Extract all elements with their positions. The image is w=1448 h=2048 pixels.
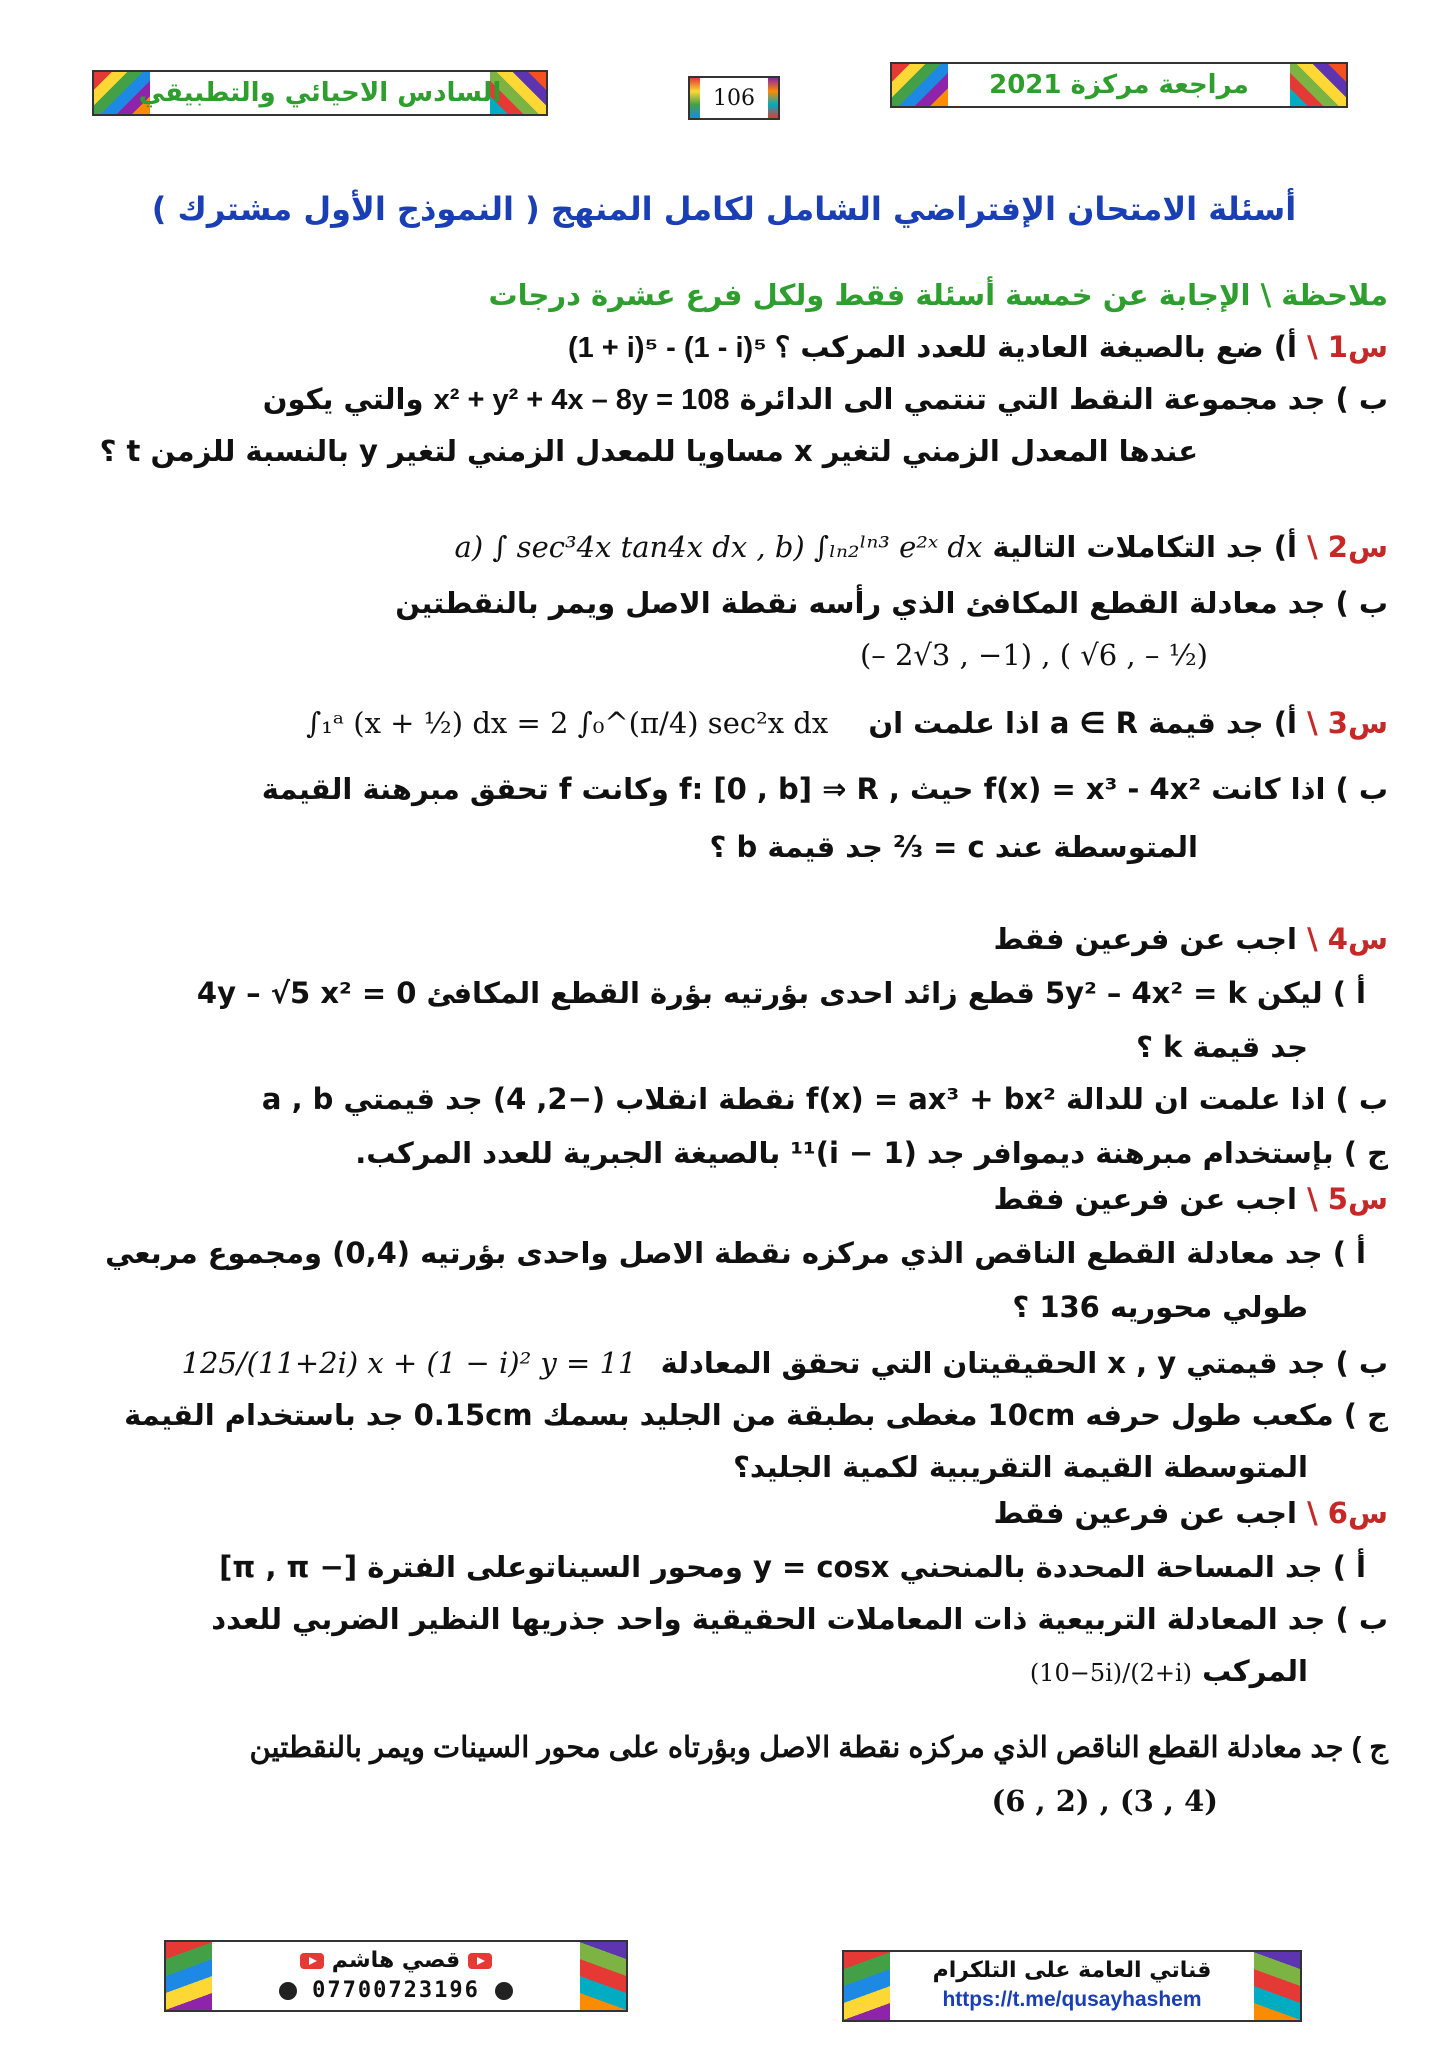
q6-c: ج ) جد معادلة القطع الناقص الذي مركزه نقطة الاصل وبؤرتاه على محور السينات ويمر بالنقطتين [249, 1732, 1388, 1764]
phone-icon [495, 1982, 513, 2000]
q1-label: س1 \ [1307, 330, 1388, 364]
q4-head-text: اجب عن فرعين فقط [993, 922, 1297, 956]
q6-b2-text: المركب [1202, 1654, 1308, 1688]
q4-c: ج ) بإستخدام مبرهنة ديموافر جد (1 − i)¹¹ بالصيغة الجبرية للعدد المركب. [355, 1136, 1388, 1170]
q4-a2: جد قيمة k ؟ [1136, 1030, 1308, 1064]
q5-head [60, 1182, 1388, 1216]
footer-telegram-link[interactable]: https://t.me/qusayhashem [942, 1988, 1202, 2011]
q4-label: س4 \ [1307, 922, 1388, 956]
youtube-icon [468, 1953, 492, 1969]
banner-decoration-left [892, 64, 948, 106]
q5-a2: طولي محوريه 136 ؟ [1012, 1290, 1308, 1324]
q6-a: أ ) جد المساحة المحددة بالمنحني y = cosx ومحور السيناتوعلى الفترة [− π , π] [219, 1550, 1366, 1584]
q1-a-text: أ) ضع بالصيغة العادية للعدد المركب [800, 330, 1297, 364]
right-banner-text: مراجعة مركزة 2021 [989, 70, 1249, 100]
q4-a: أ ) ليكن 5y² – 4x² = k قطع زائد احدى بؤرتيه بؤرة القطع المكافئ 4y – √5 x² = 0 [196, 976, 1366, 1010]
exam-note: ملاحظة \ الإجابة عن خمسة أسئلة فقط ولكل فرع عشرة درجات [488, 278, 1388, 312]
q3-b: ب ) اذا كانت f(x) = x³ - 4x² حيث , f: [0 , b] ⇒ R وكانت f تحقق مبرهنة القيمة [261, 772, 1388, 806]
q6-b2-expr: (10−5i)/(2+i) [1029, 1659, 1192, 1687]
q5-c2: المتوسطة القيمة التقريبية لكمية الجليد؟ [733, 1450, 1308, 1484]
q1-b [60, 382, 1388, 417]
q2-a-text: أ) جد التكاملات التالية [992, 530, 1297, 564]
q1-b-text: ب ) جد مجموعة النقط التي تنتمي الى الدائرة [739, 382, 1388, 416]
right-header-banner [890, 62, 1348, 108]
q5-a: أ ) جد معادلة القطع الناقص الذي مركزه نقطة الاصل واحدى بؤرتيه (0,4) ومجموع مربعي [105, 1236, 1366, 1270]
q5-b-text: ب ) جد قيمتي x , y الحقيقيتان التي تحقق المعادلة [660, 1346, 1388, 1380]
footer-name: قصي هاشم [331, 1948, 461, 1973]
q6-c-points-expr: (6 , 2) , (3 , 4) [991, 1784, 1218, 1818]
q5-b-expr: 125/(11+2i) x + (1 − i)² y = 11 [181, 1346, 637, 1380]
footer-name-row [216, 1948, 576, 1973]
exam-title: أسئلة الامتحان الإفتراضي الشامل لكامل المنهج ( النموذج الأول مشترك ) [151, 190, 1297, 228]
left-header-banner [92, 70, 548, 116]
q3-a-expr: ∫₁ᵃ (x + ½) dx = 2 ∫₀^(π/4) sec²x dx [306, 706, 829, 740]
footer-decoration-right [580, 1942, 626, 2010]
q5-b [60, 1346, 1388, 1380]
footer-contact-box [164, 1940, 628, 2012]
q5-label: س5 \ [1307, 1182, 1388, 1216]
footer-telegram-box [842, 1950, 1302, 2022]
q2-a-expr: a) ∫ sec³4x tan4x dx , b) ∫ₗₙ₂ˡⁿ³ e²ˣ dx [454, 530, 983, 564]
q2-b: ب ) جد معادلة القطع المكافئ الذي رأسه نقطة الاصل ويمر بالنقطتين [395, 586, 1388, 620]
q5-c: ج ) مكعب طول حرفه 10cm مغطى بطبقة من الجليد بسمك 0.15cm جد باستخدام القيمة [124, 1398, 1388, 1432]
q6-b: ب ) جد المعادلة التربيعية ذات المعاملات الحقيقية واحد جذريها النظير الضربي للعدد [211, 1602, 1388, 1636]
q1-b-expr: x² + y² + 4x – 8y = 108 [433, 384, 730, 416]
q3-label: س3 \ [1307, 706, 1388, 740]
left-banner-text: السادس الاحيائي والتطبيقي [138, 78, 502, 108]
footer-phone-row [216, 1978, 576, 2003]
q4-head [60, 922, 1388, 956]
footer-telegram-text: قناتي العامة على التلكرام [932, 1958, 1212, 1983]
q5-head-text: اجب عن فرعين فقط [993, 1182, 1297, 1216]
q3-a-text: أ) جد قيمة a ∈ R اذا علمت ان [868, 706, 1297, 740]
q2-b-points-expr: (– 2√3 , −1) , ( √6 , – ½) [859, 638, 1208, 672]
footer-decoration-right [1254, 1952, 1300, 2020]
q2-b-points [60, 638, 1208, 672]
q3-b2: المتوسطة عند c = ⅔ جد قيمة b ؟ [709, 830, 1198, 864]
q1-b-end: والتي يكون [262, 382, 424, 416]
q1-b2: عندها المعدل الزمني لتغير x مساويا للمعدل الزمني لتغير y بالنسبة للزمن t ؟ [99, 434, 1198, 468]
q6-head [60, 1496, 1388, 1530]
q6-b2 [60, 1654, 1308, 1688]
q3-a [60, 706, 1388, 740]
q1-a [60, 330, 1388, 365]
q6-c-points [60, 1784, 1218, 1818]
q6-head-text: اجب عن فرعين فقط [993, 1496, 1297, 1530]
footer-decoration-left [844, 1952, 890, 2020]
footer-decoration-left [166, 1942, 212, 2010]
q2-a [60, 530, 1388, 564]
q2-label: س2 \ [1307, 530, 1388, 564]
page-number: 106 [688, 76, 780, 120]
youtube-icon [300, 1953, 324, 1969]
q4-b: ب ) اذا علمت ان للدالة f(x) = ax³ + bx² نقطة انقلاب (−2, 4) جد قيمتي a , b [261, 1082, 1388, 1116]
banner-decoration-right [1290, 64, 1346, 106]
q6-label: س6 \ [1307, 1496, 1388, 1530]
q1-a-expr: (1 + i)⁵ - (1 - i)⁵ ؟ [567, 332, 791, 364]
phone-icon [279, 1982, 297, 2000]
footer-phone: 07700723196 [312, 1978, 480, 2003]
